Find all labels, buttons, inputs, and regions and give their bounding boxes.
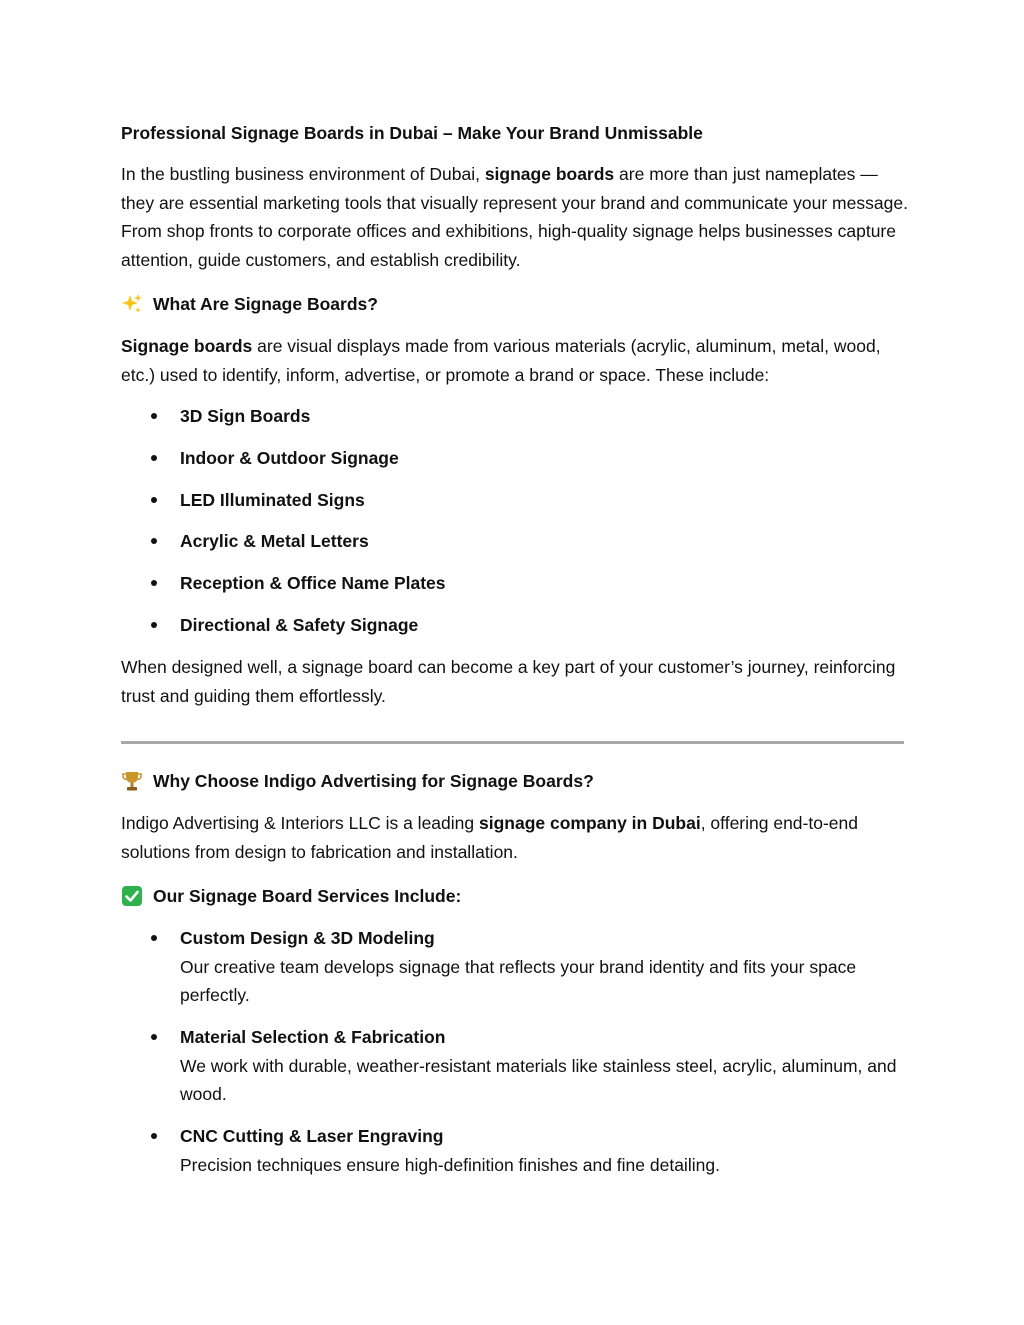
section-heading-what-are [121,290,911,318]
why-paragraph [121,809,911,866]
intro-text-end: are more than just nameplates — they are essential marketing tools that visually represent your brand and communicate your message. From shop fronts to corporate offices and exhibitions, high-quality signage helps businesses capture attention, guide customers, and establish credibility. [121,164,908,270]
what-are-paragraph [121,332,911,389]
section-heading-why-text: Why Choose Indigo Advertising for Signage Boards? [153,770,594,791]
list-item-label: 3D Sign Boards [180,406,311,426]
check-box-icon [121,885,143,907]
service-title: Material Selection & Fabrication [180,1027,446,1047]
sparkles-icon [121,293,143,315]
bullet-dot [151,1034,157,1040]
why-bold-term: signage company in Dubai [478,813,701,833]
list-item-label: Directional & Safety Signage [180,614,419,635]
list-item [121,569,911,611]
service-description: We work with durable, weather-resistant materials like stainless steel, acrylic, aluminum, and wood. [180,1055,897,1104]
list-item-label: Reception & Office Name Plates [180,573,446,594]
section-heading-why [121,767,911,795]
section-heading-services-text: Our Signage Board Services Include: [153,885,462,906]
intro-bold-term: signage boards [484,164,615,184]
service-title: Custom Design & 3D Modeling [180,928,435,948]
intro-paragraph [121,160,911,274]
list-item [121,402,911,444]
why-text-end: , offering end-to-end solutions from design to fabrication and installation. [121,813,858,862]
service-item [121,1122,911,1179]
service-title: CNC Cutting & Laser Engraving [180,1126,444,1146]
closing-paragraph: When designed well, a signage board can become a key part of your customer’s journey, reinforcing trust and guiding them effortlessly. [121,657,896,706]
list-item [121,527,911,569]
bullet-dot [151,538,157,544]
trophy-icon [121,770,143,792]
service-description: Our creative team develops signage that reflects your brand identity and fits your space perfectly. [180,956,857,1005]
intro-text-start: In the bustling business environment of Dubai, [121,164,485,184]
page-title: Professional Signage Boards in Dubai – Make Your Brand Unmissable [121,123,703,143]
service-item [121,1023,911,1109]
what-are-text: are visual displays made from various materials (acrylic, aluminum, metal, wood, etc.) used to identify, inform, advertise, or promote a brand or space. These include: [121,336,881,385]
service-item [121,924,911,1010]
what-are-bold-term: Signage boards [121,336,253,356]
list-item-label: Indoor & Outdoor Signage [180,447,399,468]
list-item [121,444,911,486]
service-description: Precision techniques ensure high-definition finishes and fine detailing. [180,1154,720,1175]
list-item-label: LED Illuminated Signs [180,489,365,510]
bullet-dot [151,580,157,586]
signage-types-list [121,402,911,653]
bullet-dot [151,622,157,628]
bullet-dot [151,1133,157,1139]
list-item [121,486,911,528]
list-item-label: Acrylic & Metal Letters [180,531,369,552]
list-item [121,611,911,653]
bullet-dot [151,935,157,941]
section-heading-what-are-text: What Are Signage Boards? [153,293,378,314]
bullet-dot [151,497,157,503]
why-text-start: Indigo Advertising & Interiors LLC is a leading [121,813,479,833]
bullet-dot [151,413,157,419]
services-list [121,924,911,1193]
horizontal-divider [121,741,904,744]
bullet-dot [151,455,157,461]
section-heading-services [121,882,911,910]
